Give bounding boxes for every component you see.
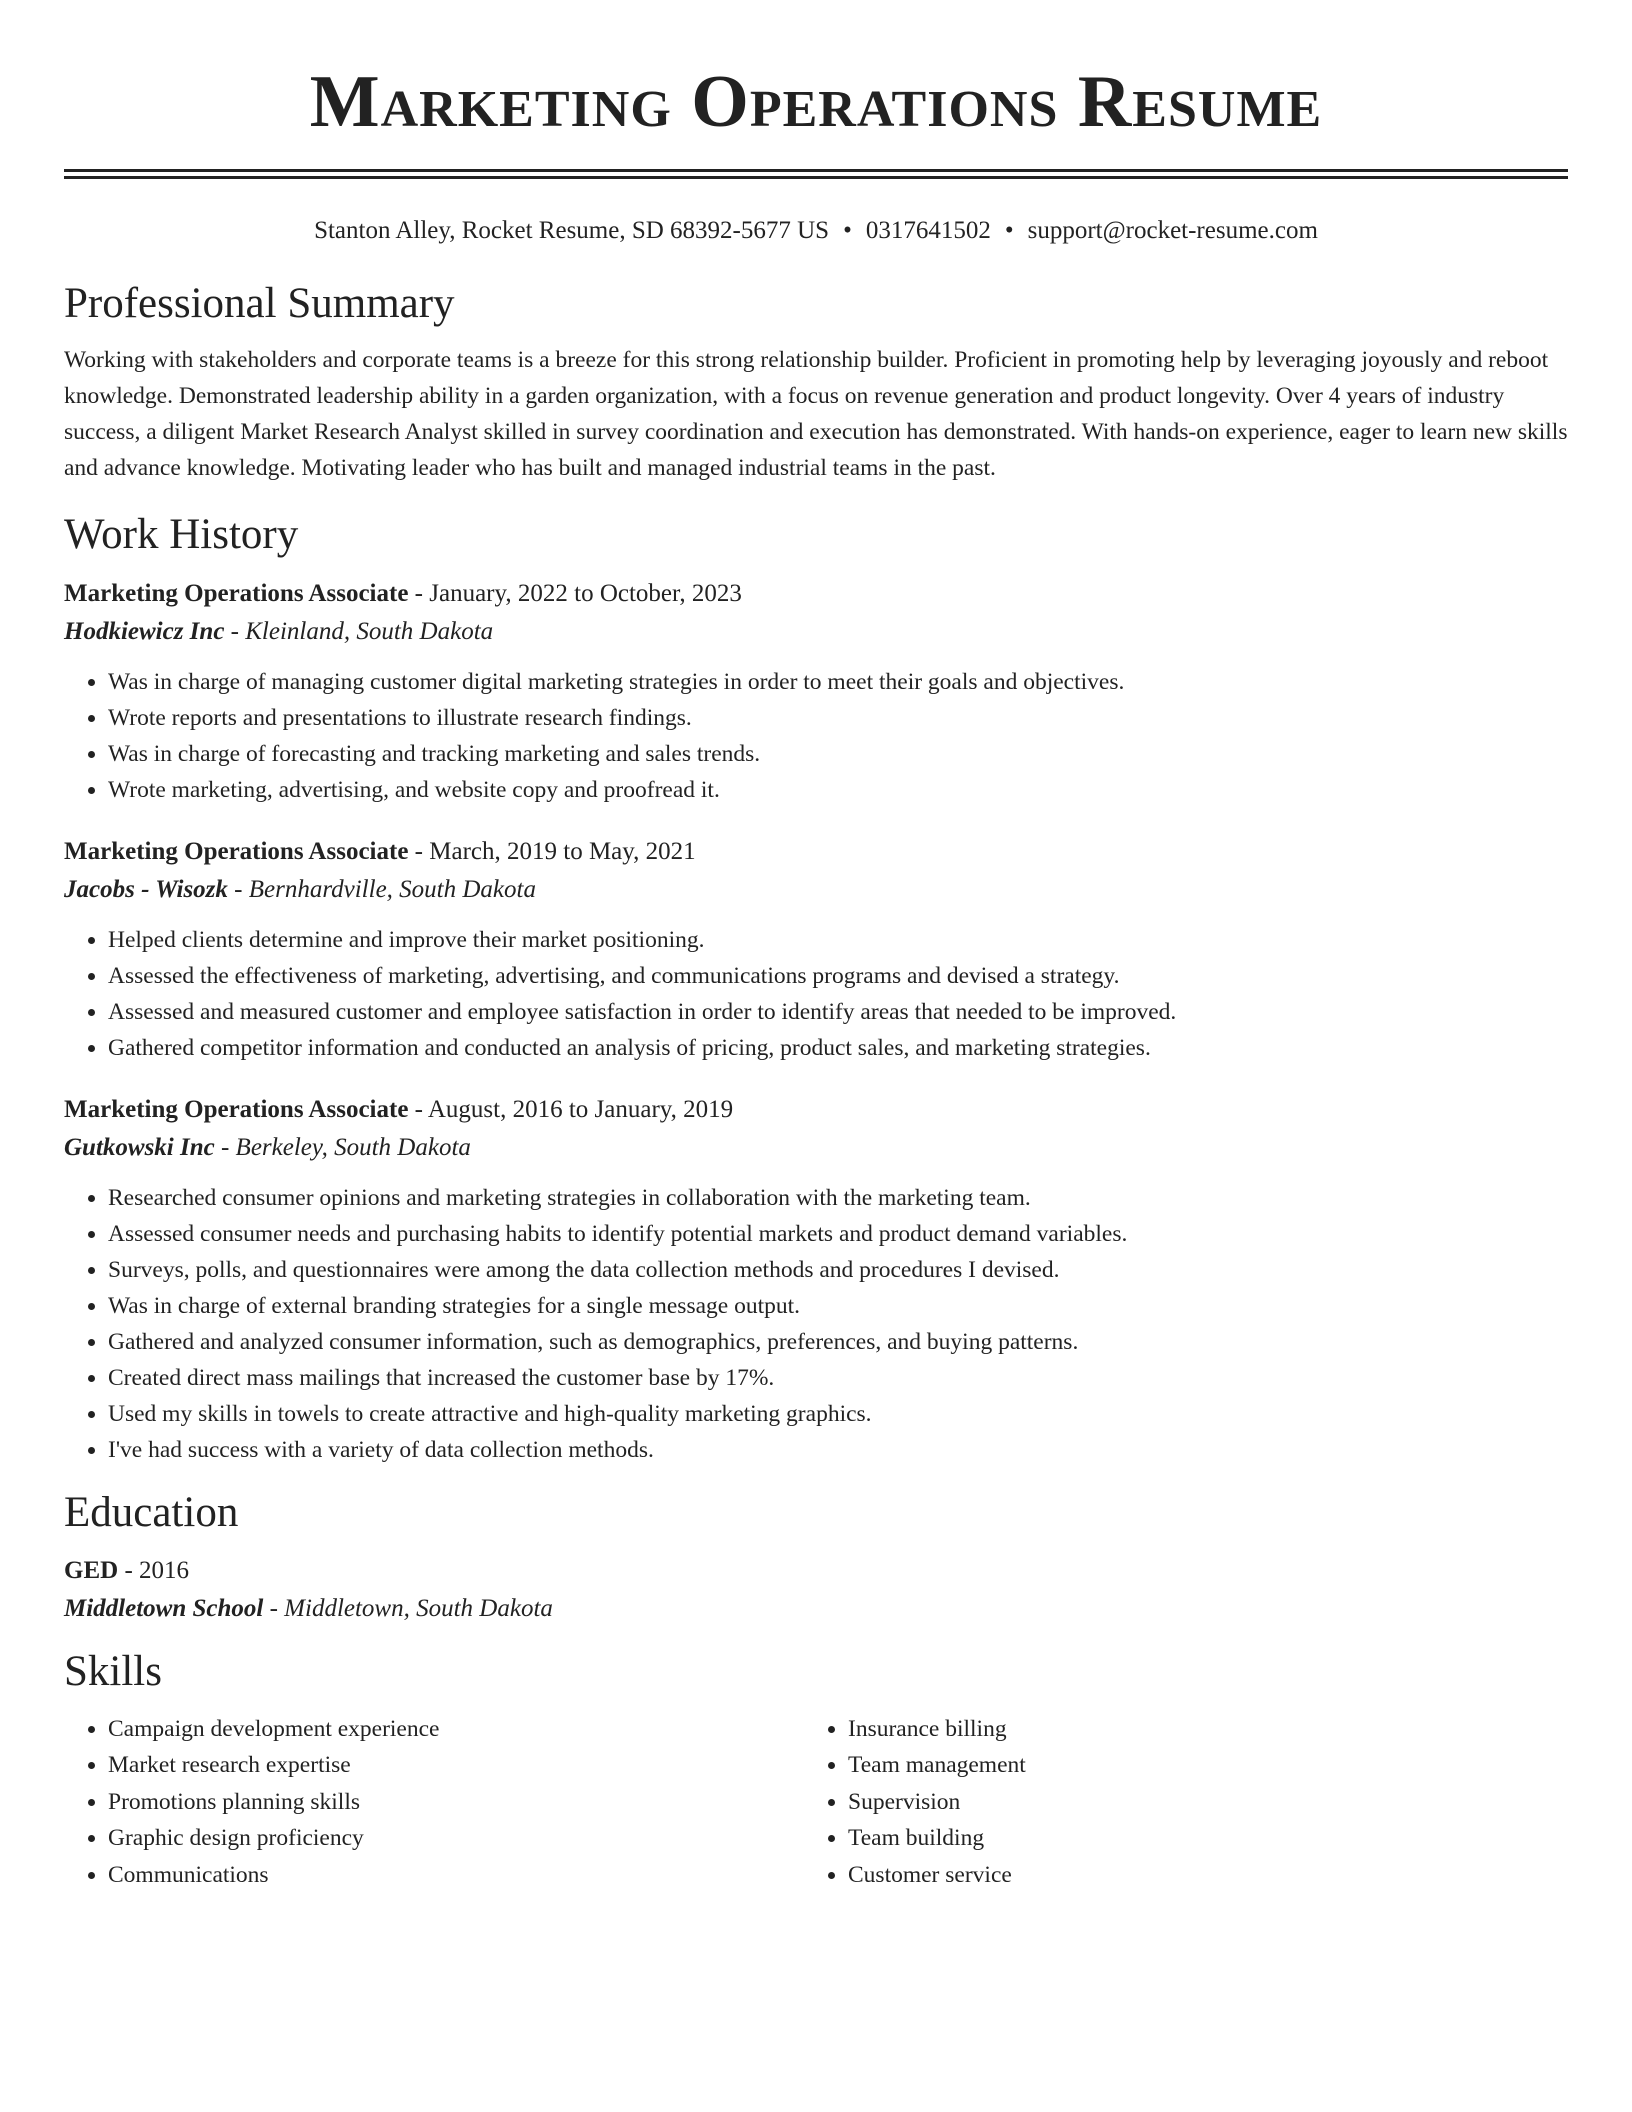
education-school-line: [64, 1589, 1568, 1629]
job-location: - Berkeley, South Dakota: [214, 1133, 471, 1161]
job-company: Hodkiewicz Inc: [64, 617, 225, 645]
job-entry: [64, 576, 1568, 808]
education-year: - 2016: [118, 1557, 190, 1585]
list-item: • Was in charge of managing customer digital marketing strategies in order to meet their goals and objectives.: [108, 664, 1568, 700]
job-dates: - August, 2016 to January, 2019: [408, 1095, 734, 1123]
list-item: • Assessed and measured customer and employee satisfaction in order to identify areas that needed to be improved.: [108, 994, 1568, 1030]
job-heading: [64, 576, 1568, 612]
contact-separator: •: [843, 217, 852, 244]
education-school: Middletown School: [64, 1595, 264, 1623]
list-item: • Communications: [108, 1857, 804, 1894]
job-heading: [64, 834, 1568, 870]
list-item: • Created direct mass mailings that increased the customer base by 17%.: [108, 1360, 1568, 1396]
job-dates: - January, 2022 to October, 2023: [408, 579, 742, 607]
section-title-work-history: Work History: [64, 511, 299, 559]
list-item: • Was in charge of forecasting and tracking marketing and sales trends.: [108, 736, 1568, 772]
list-item: • Helped clients determine and improve their market positioning.: [108, 922, 1568, 958]
list-item: • Was in charge of external branding strategies for a single message output.: [108, 1288, 1568, 1324]
list-item: • Campaign development experience: [108, 1711, 804, 1748]
job-company: Gutkowski Inc: [64, 1133, 215, 1161]
job-bullets: [64, 664, 1568, 808]
education-heading: [64, 1553, 1568, 1589]
list-item: • Used my skills in towels to create attractive and high-quality marketing graphics.: [108, 1396, 1568, 1432]
section-title-skills: Skills: [64, 1648, 162, 1696]
contact-line: [64, 216, 1568, 246]
list-item: • Gathered and analyzed consumer information, such as demographics, preferences, and buying patterns.: [108, 1324, 1568, 1360]
job-location: - Bernhardville, South Dakota: [227, 875, 536, 903]
skills-column-right: [804, 1711, 1544, 1894]
job-company-line: [64, 612, 1568, 652]
list-item: • I've had success with a variety of data collection methods.: [108, 1432, 1568, 1468]
resume-title: Marketing Operations Resume: [309, 61, 1323, 143]
skills-column-left: [64, 1711, 804, 1894]
job-company: Jacobs - Wisozk: [64, 875, 228, 903]
job-bullets: [64, 922, 1568, 1066]
list-item: • Team management: [848, 1747, 1544, 1784]
job-heading: [64, 1092, 1568, 1128]
skills-list: [804, 1711, 1544, 1894]
skills-list: [64, 1711, 804, 1894]
skills-columns: [64, 1711, 1568, 1894]
list-item: • Insurance billing: [848, 1711, 1544, 1748]
title-double-rule: [64, 169, 1568, 179]
job-bullets: [64, 1180, 1568, 1468]
list-item: • Wrote reports and presentations to illustrate research findings.: [108, 700, 1568, 736]
contact-email: support@rocket-resume.com: [1027, 217, 1318, 244]
job-role: Marketing Operations Associate: [64, 1095, 409, 1123]
list-item: • Graphic design proficiency: [108, 1820, 804, 1857]
job-entry: [64, 834, 1568, 1066]
job-entry: [64, 1092, 1568, 1468]
education-entry: [64, 1553, 1568, 1629]
job-dates: - March, 2019 to May, 2021: [408, 837, 696, 865]
contact-phone: 0317641502: [865, 217, 991, 244]
list-item: • Surveys, polls, and questionnaires were among the data collection methods and procedures I devised.: [108, 1252, 1568, 1288]
summary-text: Working with stakeholders and corporate teams is a breeze for this strong relationship builder. Proficient in promoting help by leveraging joyously and reboot knowledge. Demonstrated leadership ability in a garden organization, with a focus on revenue generation and product longevity. Over 4 years of industry success, a diligent Market Research Analyst skilled in survey coordination and execution has demonstrated. With hands-on experience, eager to learn new skills and advance knowledge. Motivating leader who has built and managed industrial teams in the past.: [64, 347, 1568, 482]
job-company-line: [64, 1128, 1568, 1168]
list-item: • Team building: [848, 1820, 1544, 1857]
job-company-line: [64, 870, 1568, 910]
job-role: Marketing Operations Associate: [64, 837, 409, 865]
list-item: • Customer service: [848, 1857, 1544, 1894]
education-location: - Middletown, South Dakota: [263, 1595, 553, 1623]
list-item: • Assessed consumer needs and purchasing habits to identify potential markets and product demand variables.: [108, 1216, 1568, 1252]
contact-separator: •: [1004, 217, 1014, 244]
contact-address: Stanton Alley, Rocket Resume, SD 68392-5677 US: [314, 217, 830, 244]
section-title-education: Education: [64, 1488, 239, 1536]
job-location: - Kleinland, South Dakota: [224, 617, 494, 645]
list-item: • Wrote marketing, advertising, and website copy and proofread it.: [108, 772, 1568, 808]
education-degree: GED: [64, 1557, 119, 1585]
list-item: • Market research expertise: [108, 1747, 804, 1784]
list-item: • Supervision: [848, 1784, 1544, 1821]
job-role: Marketing Operations Associate: [64, 579, 409, 607]
list-item: • Researched consumer opinions and marketing strategies in collaboration with the marketing team.: [108, 1180, 1568, 1216]
list-item: • Assessed the effectiveness of marketing, advertising, and communications programs and devised a strategy.: [108, 958, 1568, 994]
section-title-summary: Professional Summary: [64, 280, 455, 327]
list-item: • Gathered competitor information and conducted an analysis of pricing, product sales, and marketing strategies.: [108, 1030, 1568, 1066]
list-item: • Promotions planning skills: [108, 1784, 804, 1821]
